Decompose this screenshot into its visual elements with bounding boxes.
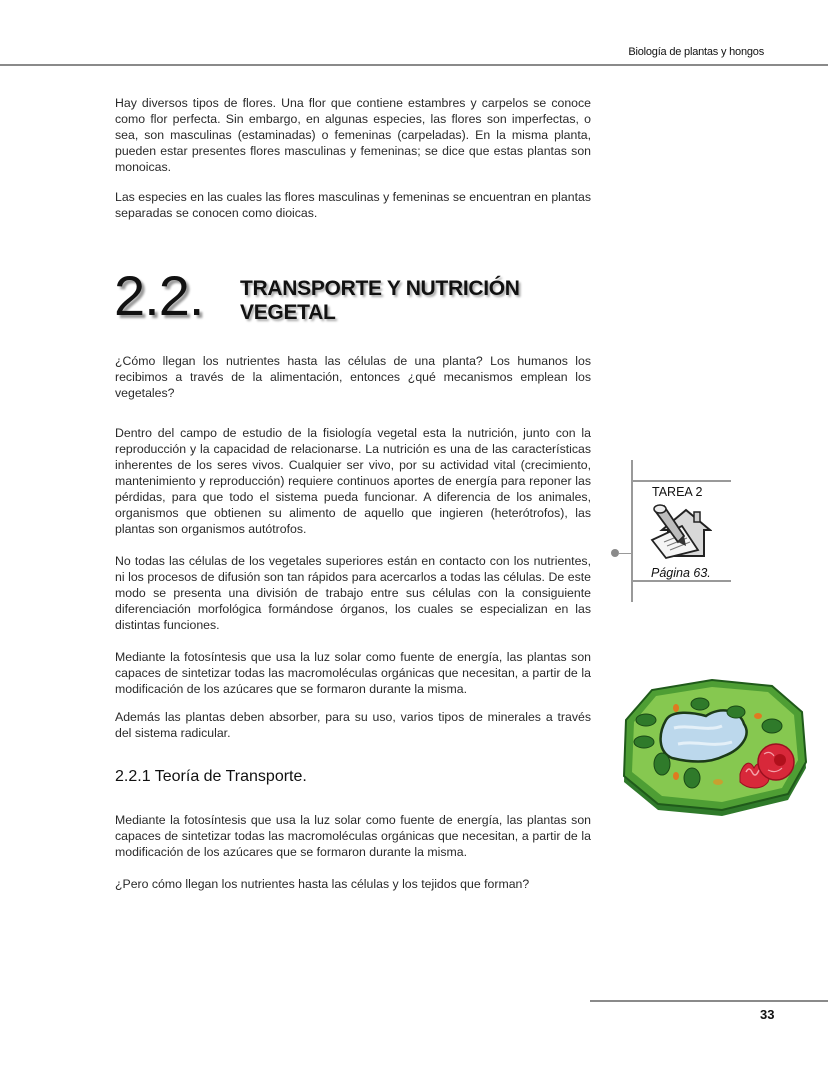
- section-paragraph-3: No todas las células de los vegetales superiores están en contacto con los nutrientes, ni los procesos de difusión son tan rápidos para acercarlos a todas las células. De este modo se presenta una división de trabajo entre sus células con la consiguiente diferenciación morfológica formándose órganos, los cuales se especializan en las distintas funciones.: [115, 554, 591, 632]
- section-paragraph-1: ¿Cómo llegan los nutrientes hasta las células de una planta? Los humanos los recibimos a través de la alimentación, entonces ¿qué mecanismos emplean los vegetales?: [115, 354, 591, 400]
- page-number: 33: [760, 1007, 775, 1022]
- intro-paragraph-2: Las especies en las cuales las flores masculinas y femeninas se encuentran en plantas separadas se conocen como dioicas.: [115, 190, 591, 220]
- sidebar-top-rule: [632, 480, 731, 482]
- header-rule: [0, 64, 828, 66]
- house-with-pencil-icon: [648, 504, 712, 560]
- section-paragraph-2: Dentro del campo de estudio de la fisiología vegetal esta la nutrición, junto con la reproducción y la capacidad de relacionarse. La nutrición es una de las características inherentes de los seres vivos. Cualquier ser vivo, por su actividad vital (crecimiento, mantenimiento y reproducción) requiere continuos aportes de energía para reponer las pérdidas, para que todo el sistema pueda funcionar. A diferencia de los animales, organismos que obtienen su alimento de aquello que ingieren (heterótrofos), las plantas son organismos autótrofos.: [115, 426, 591, 536]
- section-number: 2.2.: [114, 264, 204, 327]
- sidebar-connector: [618, 553, 632, 554]
- section-paragraph-5: Además las plantas deben absorber, para su uso, varios tipos de minerales a través del sistema radicular.: [115, 710, 591, 740]
- intro-paragraph-1: Hay diversos tipos de flores. Una flor que contiene estambres y carpelos se conoce como flor perfecta. Sin embargo, en algunas especies, las flores son imperfectas, o sea, son masculinas (estaminadas) o femeninas (carpeladas). En la misma planta, pueden estar presentes flores masculinas y femeninas; se dice que estas plantas son monoicas.: [115, 96, 591, 174]
- subsection-paragraph-2: ¿Pero cómo llegan los nutrientes hasta las células y los tejidos que forman?: [115, 877, 530, 891]
- section-title-line-1: TRANSPORTE Y NUTRICIÓN: [240, 277, 520, 300]
- section-paragraph-4: Mediante la fotosíntesis que usa la luz solar como fuente de energía, las plantas son capaces de sintetizar todas las macromoléculas orgánicas que necesitan, a partir de la modificación de los azúcares que se formaron durante la misma.: [115, 650, 591, 696]
- task-page-reference: Página 63.: [651, 566, 711, 580]
- plant-cell-illustration: [612, 672, 812, 818]
- subsection-paragraph-1: Mediante la fotosíntesis que usa la luz solar como fuente de energía, las plantas son capaces de sintetizar todas las macromoléculas orgánicas que necesitan, a partir de la modificación de los azúcares que se formaron durante la misma.: [115, 813, 591, 859]
- section-title: [240, 277, 520, 325]
- running-header-title: Biología de plantas y hongos: [628, 46, 764, 58]
- footer-rule: [590, 1000, 828, 1002]
- section-title-line-2: VEGETAL: [240, 301, 336, 324]
- subsection-title: 2.2.1 Teoría de Transporte.: [115, 768, 307, 785]
- task-label: TAREA 2: [652, 485, 703, 499]
- sidebar-bottom-rule: [632, 580, 731, 582]
